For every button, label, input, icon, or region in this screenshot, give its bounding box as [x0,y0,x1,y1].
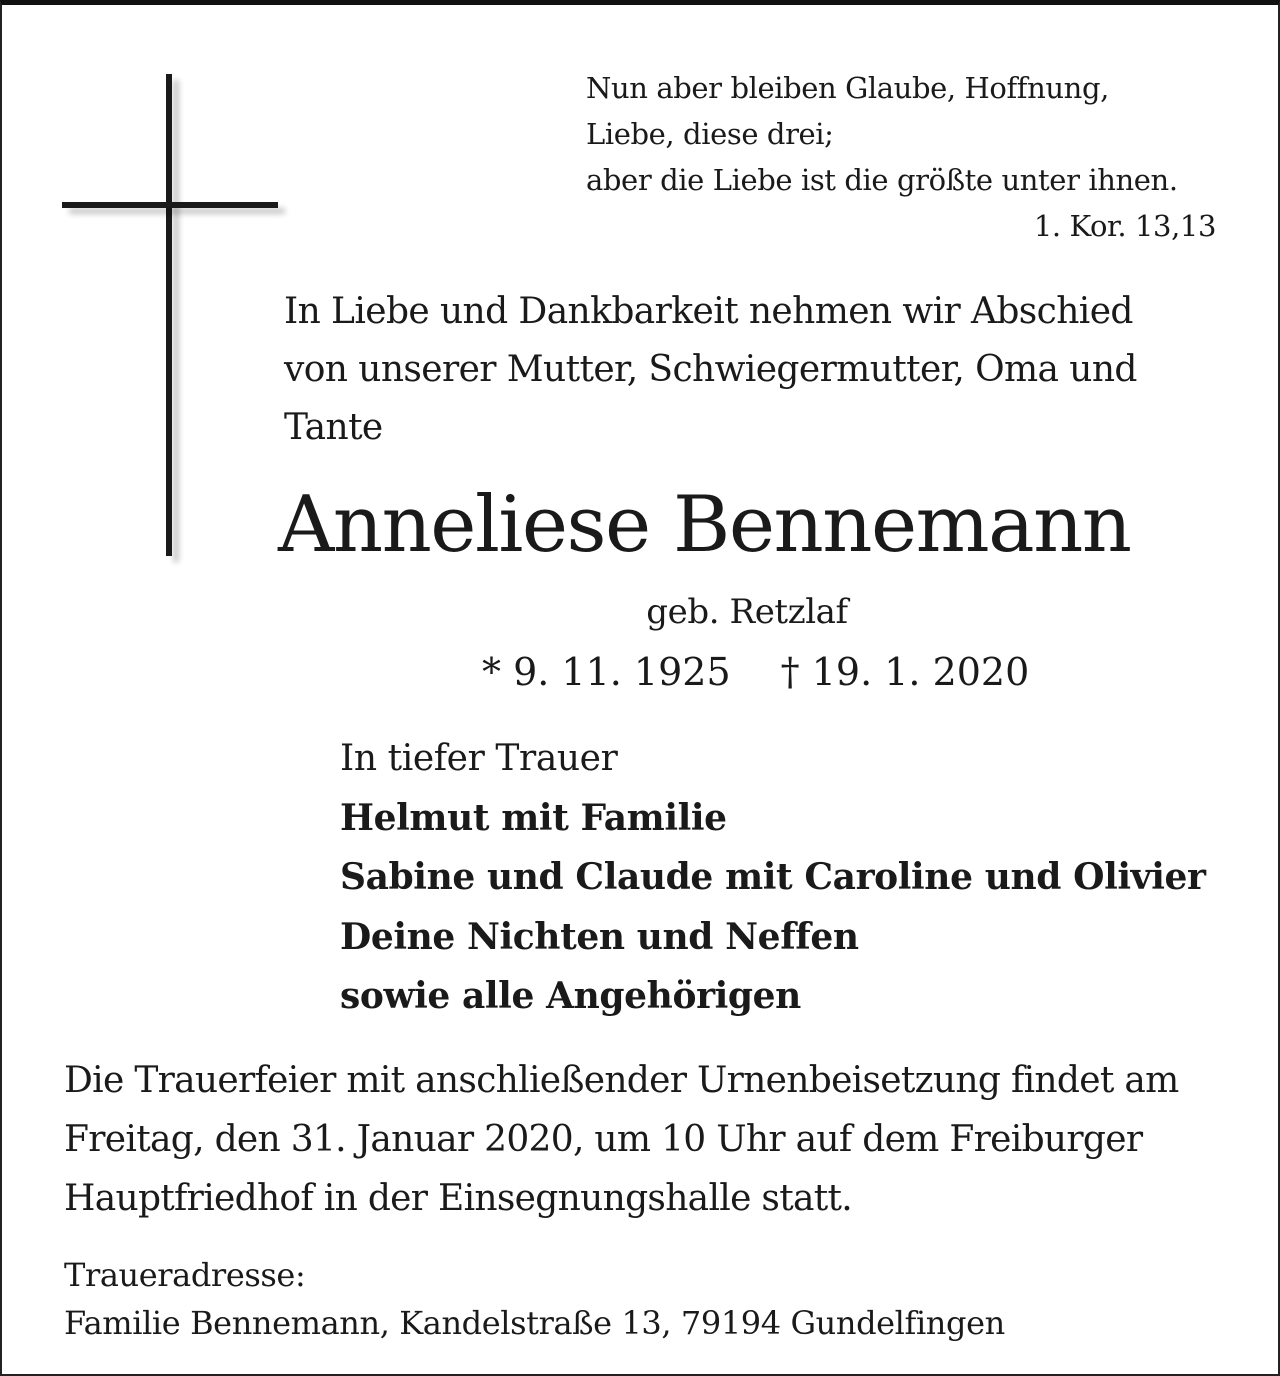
intro-line: Tante [284,407,383,448]
address-label: Traueradresse: [64,1256,306,1294]
address-value: Familie Bennemann, Kandelstraße 13, 79194 Gundelfingen [64,1304,1005,1342]
ceremony-line: Freitag, den 31. Januar 2020, um 10 Uhr auf dem Freiburger [64,1119,1143,1160]
mourner-name: Helmut mit Familie [340,796,727,839]
mourner-name: Sabine und Claude mit Caroline und Olivier [340,856,1206,898]
ceremony-details [64,1051,1234,1228]
intro-text [284,283,1234,457]
verse-reference: 1. Kor. 13,13 [1033,209,1216,243]
deceased-name: Anneliese Bennemann [278,480,1131,570]
cross-horizontal-bar [62,202,278,208]
cross-vertical-bar [166,74,172,556]
ceremony-line: Hauptfriedhof in der Einsegnungshalle statt. [64,1178,853,1219]
life-dates [482,645,1122,699]
verse-line: Nun aber bleiben Glaube, Hoffnung, [586,71,1109,105]
mourner-name: Deine Nichten und Neffen [340,915,859,958]
ceremony-line: Die Trauerfeier mit anschließender Urnenbeisetzung findet am [64,1060,1179,1101]
mourning-address [64,1251,1234,1347]
intro-line: In Liebe und Dankbarkeit nehmen wir Abschied [284,291,1133,332]
bible-verse [586,65,1226,249]
mourners-heading: In tiefer Trauer [340,738,618,779]
birth-date: * 9. 11. 1925 [482,650,731,694]
death-date: † 19. 1. 2020 [780,650,1030,694]
verse-line: Liebe, diese drei; [586,117,834,151]
intro-line: von unserer Mutter, Schwiegermutter, Oma und [284,349,1137,390]
mourners-block [340,729,1240,1027]
verse-line: aber die Liebe ist die größte unter ihnen. [586,163,1178,197]
maiden-name: geb. Retzlaf [646,592,848,632]
mourner-name: sowie alle Angehörigen [340,975,801,1017]
